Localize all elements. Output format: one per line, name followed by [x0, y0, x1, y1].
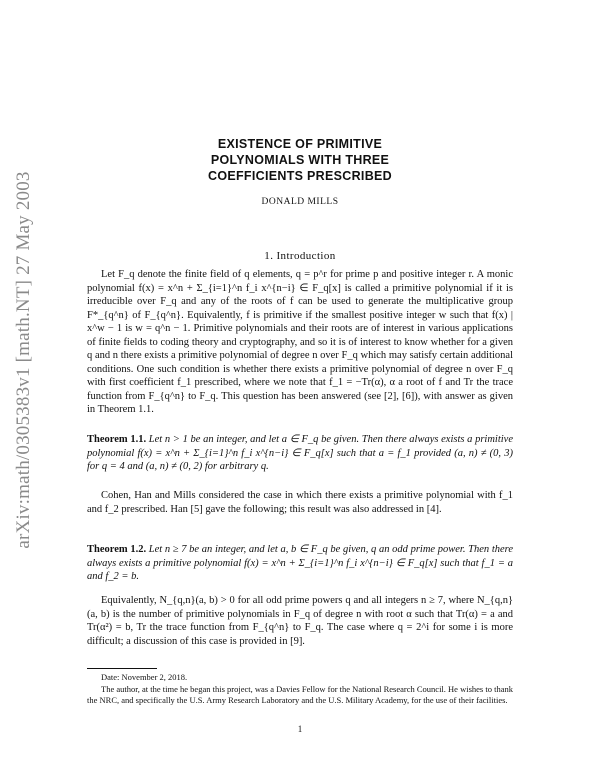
footnote-thanks: The author, at the time he began this project, was a Davies Fellow for the National Research Council. He wishes to thank the NRC, and specifically the U.S. Army Research Laboratory and the U.S. Military Academy, for the use of their facilities.	[87, 684, 513, 705]
intro-paragraph-1: Let F_q denote the finite field of q elements, q = p^r for prime p and positive integer r. A monic polynomial f(x) = x^n + Σ_{i=1}^n f_i x^{n−i} ∈ F_q[x] is called a primitive polynomial if it is irreducible over F_q and any of the roots of f can be used to generate the multiplicative group F*_{q^n} of F_{q^n}. Equivalently, f is primitive if the smallest positive integer w such that f(x) | x^w − 1 is w = q^n − 1. Primitive polynomials and their roots are of interest in various applications of finite fields to coding theory and cryptography, and so it is of interest to know whether for a given q and n there exists a primitive polynomial of degree n over F_q which may satisfy certain additional conditions. One such condition is whether there exists a primitive polynomial of degree n over F_q with first coefficient f_1 prescribed, where we note that f_1 = −Tr(α), α a root of f and Tr the trace function from F_{q^n} to F_q. This question has been answered (see [2], [6]), with answer as given in Theorem 1.1.	[87, 269, 513, 415]
title-line-2: POLYNOMIALS WITH THREE	[210, 153, 390, 167]
theorem-1-2	[87, 543, 513, 584]
footnote-date: Date: November 2, 2018.	[101, 672, 188, 682]
title-line-1: EXISTENCE OF PRIMITIVE	[217, 137, 383, 151]
footnote-rule	[87, 668, 157, 669]
arxiv-id-text: arXiv:math/0305383v1 [math.NT] 27 May 2003	[13, 171, 34, 549]
title-line-3: COEFFICIENTS PRESCRIBED	[208, 169, 392, 183]
intro-paragraph-3: Equivalently, N_{q,n}(a, b) > 0 for all odd prime powers q and all integers n ≥ 7, where N_{q,n}(a, b) is the number of primitive polynomials in F_q of degree n with root α such that Tr(α) = a and Tr(α²) = b, Tr the trace function from F_{q^n} to F_q. The case where q = 2^i for some i is more difficult; a discussion of this case is provided in [9].	[87, 595, 513, 647]
theorem-1-1-text: Let n > 1 be an integer, and let a ∈ F_q be given. Then there always exists a primitive polynomial f(x) = x^n + Σ_{i=1}^n f_i x^{n−i} ∈ F_q[x] such that a = f_1 provided (a, n) ≠ (0, 3) for q = 4 and (a, n) ≠ (0, 2) for arbitrary q.	[87, 434, 513, 472]
intro-paragraph-2: Cohen, Han and Mills considered the case in which there exists a primitive polynomial with f_1 and f_2 prescribed. Han [5] gave the following; this result was also addressed in [4].	[87, 490, 513, 515]
theorem-1-1	[87, 433, 513, 474]
theorem-1-2-label: Theorem 1.2.	[87, 544, 147, 555]
author-name: DONALD MILLS	[261, 197, 339, 207]
theorem-1-1-label: Theorem 1.1.	[87, 434, 147, 445]
arxiv-sidebar-stamp	[10, 130, 38, 590]
section-heading: 1. Introduction	[264, 250, 336, 262]
theorem-1-2-text: Let n ≥ 7 be an integer, and let a, b ∈ F_q be given, q an odd prime power. Then there always exists a primitive polynomial f(x) = x^n + Σ_{i=1}^n f_i x^{n−i} ∈ F_q[x] such that f_1 = a and f_2 = b.	[87, 544, 514, 582]
page-number: 1	[297, 724, 303, 734]
paper-title	[150, 136, 450, 184]
